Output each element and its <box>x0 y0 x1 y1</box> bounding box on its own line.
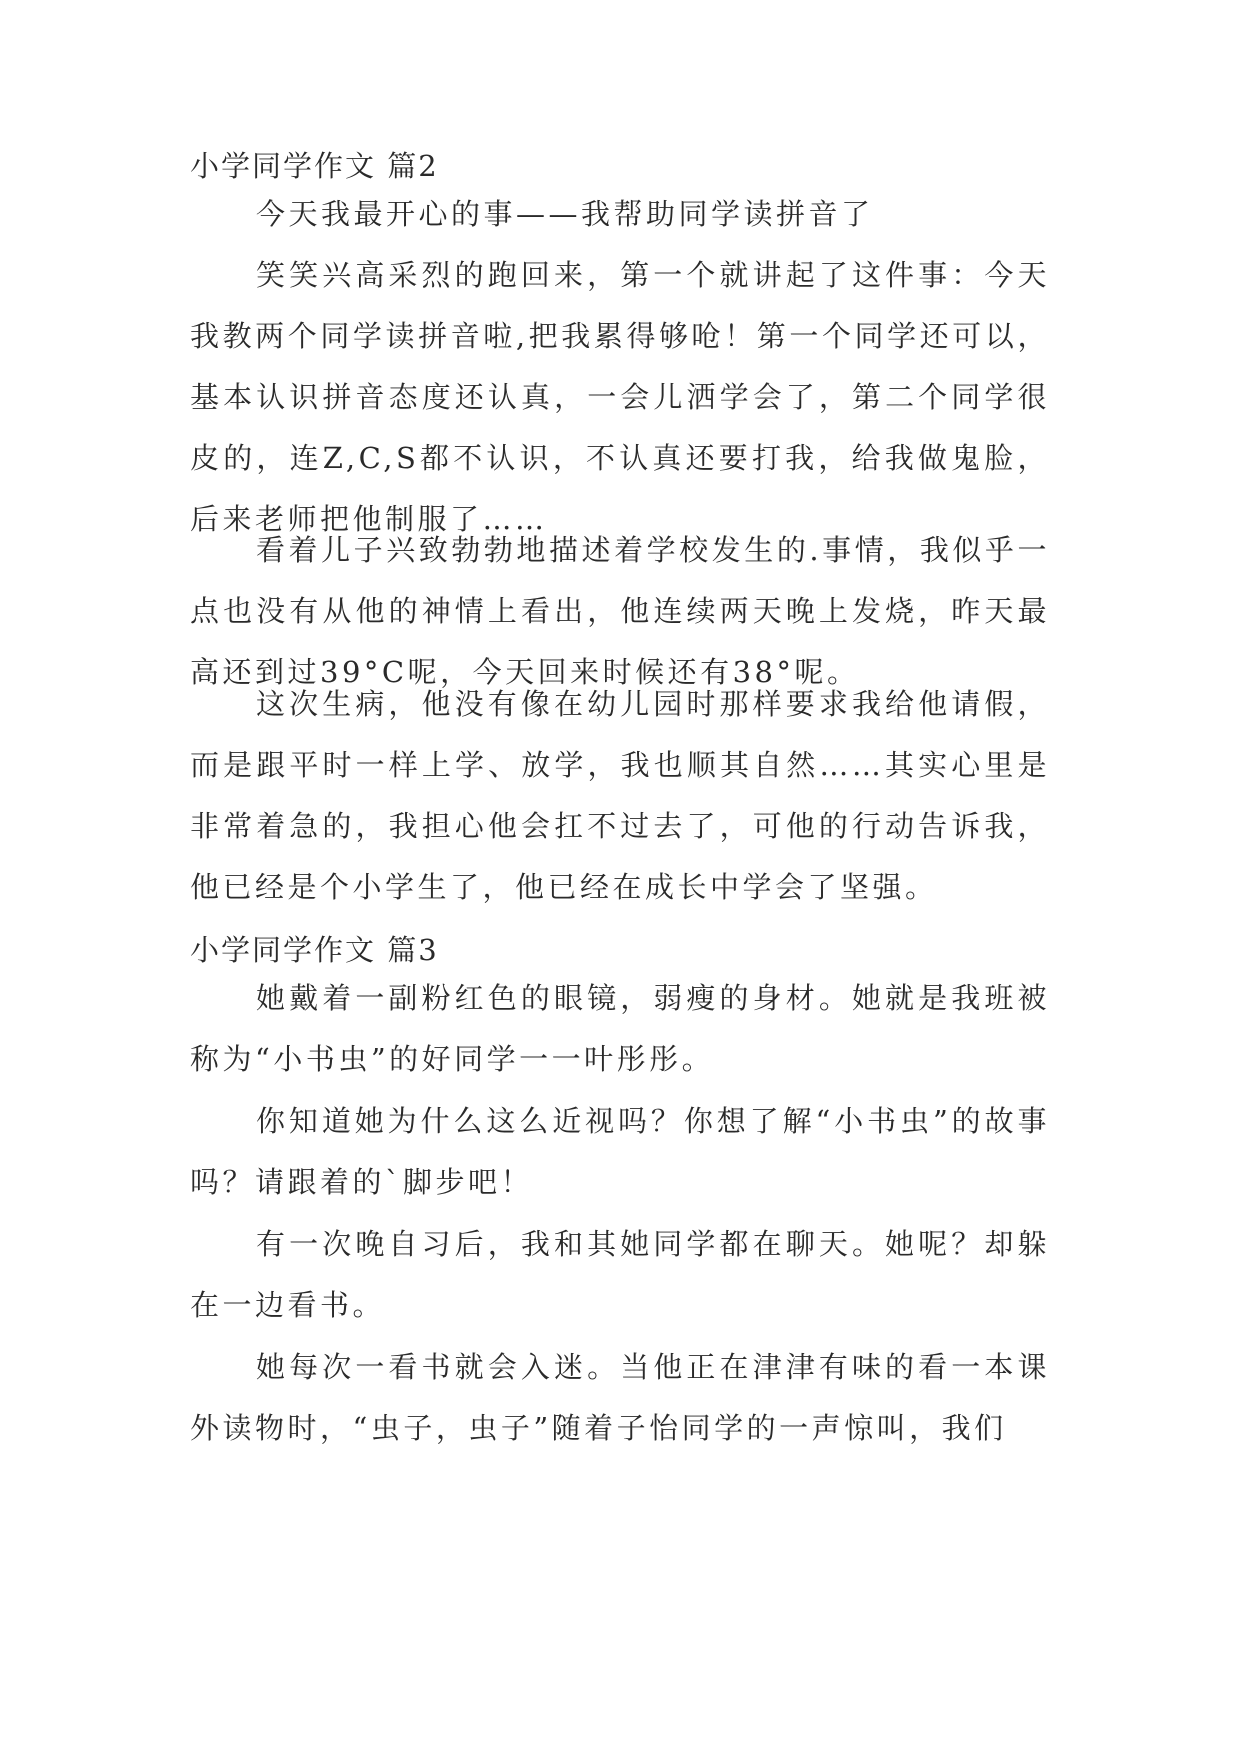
section-3-title: 小学同学作文 篇3 <box>190 933 439 967</box>
section-2-paragraph-2: 笑笑兴高采烈的跑回来，第一个就讲起了这件事：今天我教两个同学读拼音啦,把我累得够呛！第一个同学还可以，基本认识拼音态度还认真，一会儿洒学会了，第二个同学很皮的，连Z,C,S都不认识，不认真还要打我，给我做鬼脸，后来老师把他制服了…… <box>190 258 1050 536</box>
section-2-title: 小学同学作文 篇2 <box>190 149 439 183</box>
section-2-paragraph-3: 看着儿子兴致勃勃地描述着学校发生的.事情，我似乎一点也没有从他的神情上看出，他连续两天晚上发烧，昨天最高还到过39°C呢，今天回来时候还有38°呢。 <box>190 533 1050 689</box>
section-3-paragraph-4: 她每次一看书就会入迷。当他正在津津有味的看一本课外读物时，“虫子，虫子”随着子怡同学的一声惊叫，我们 <box>190 1350 1050 1445</box>
section-2-paragraph-1: 今天我最开心的事——我帮助同学读拼音了 <box>256 197 874 231</box>
section-3-paragraph-3: 有一次晚自习后，我和其她同学都在聊天。她呢？却躲在一边看书。 <box>190 1227 1050 1322</box>
section-3-paragraph-2: 你知道她为什么这么近视吗？你想了解“小书虫”的故事吗？请跟着的`脚步吧！ <box>190 1104 1050 1199</box>
section-2-paragraph-4: 这次生病，他没有像在幼儿园时那样要求我给他请假，而是跟平时一样上学、放学，我也顺其自然……其实心里是非常着急的，我担心他会扛不过去了，可他的行动告诉我，他已经是个小学生了，他已经在成长中学会了坚强。 <box>190 687 1050 904</box>
section-3-paragraph-1: 她戴着一副粉红色的眼镜，弱瘦的身材。她就是我班被称为“小书虫”的好同学一一叶彤彤。 <box>190 981 1050 1076</box>
